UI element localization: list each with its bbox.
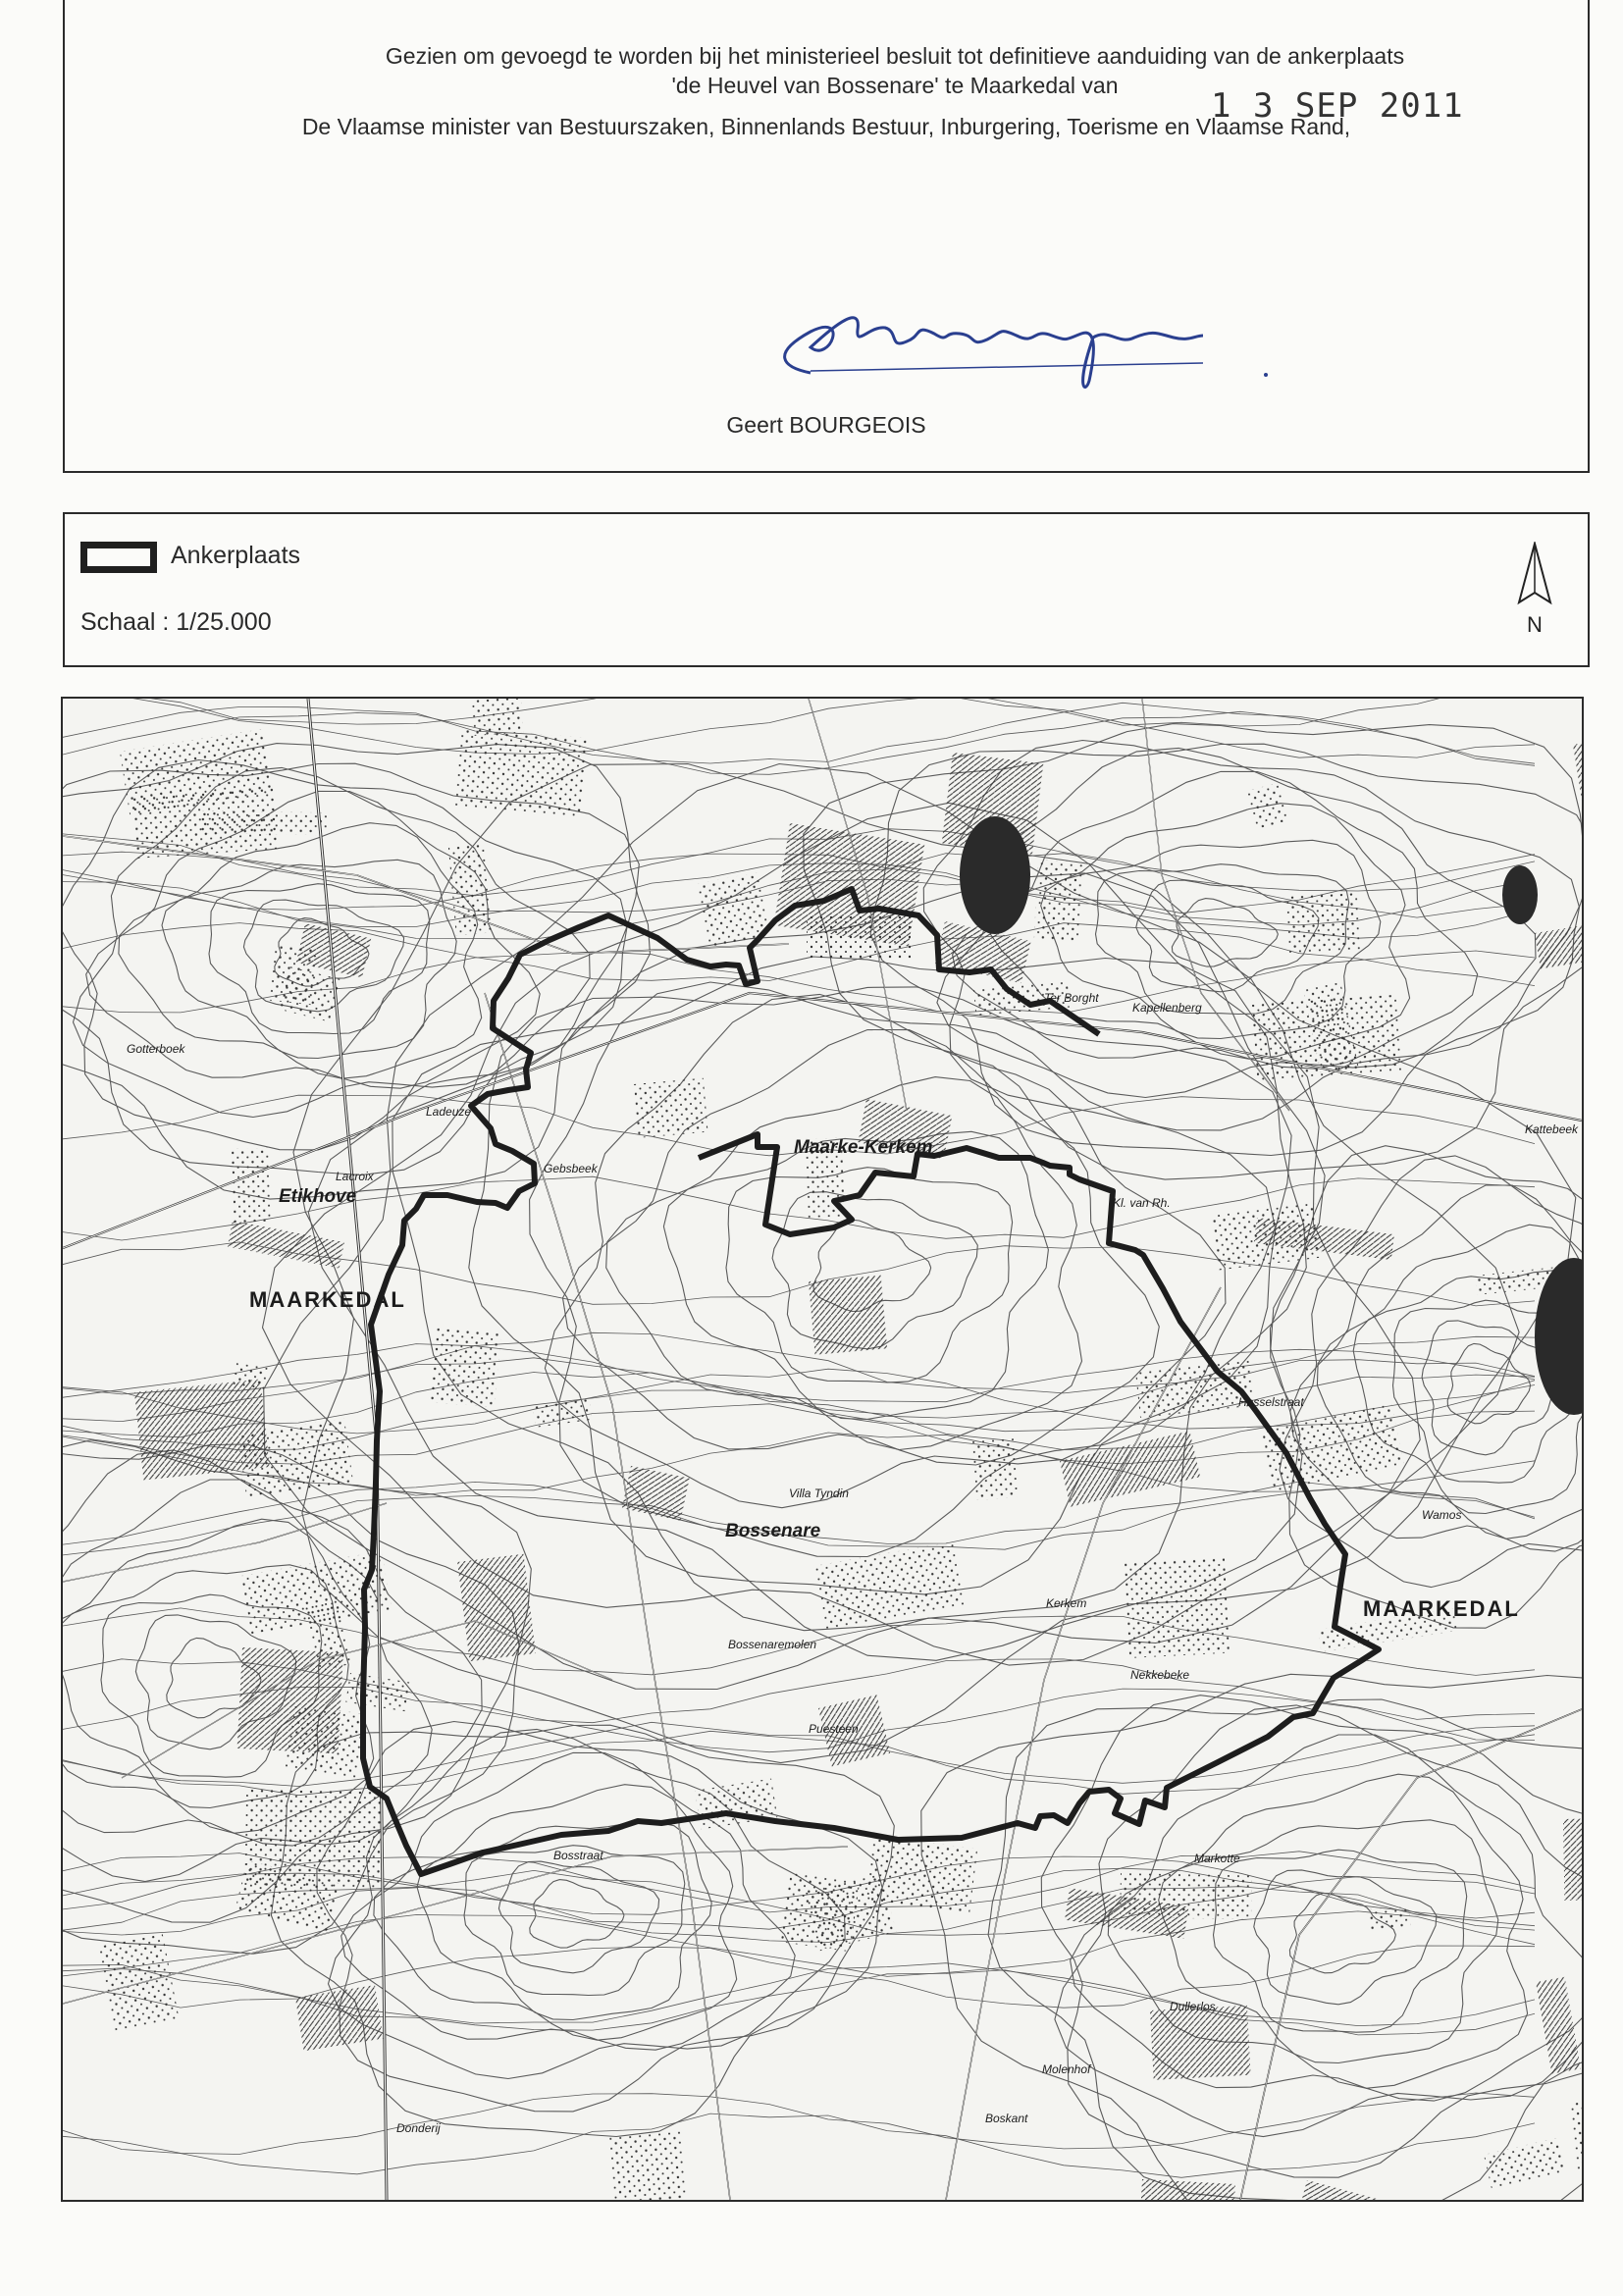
vegetation-patch <box>622 1466 690 1521</box>
vegetation-patch <box>472 699 523 736</box>
label-kapellenberg: Kapellenberg <box>1132 1001 1202 1015</box>
vegetation-patch <box>864 1836 977 1914</box>
woodland-area <box>1502 865 1538 924</box>
vegetation-patch <box>1252 995 1401 1081</box>
label-boskant: Boskant <box>985 2112 1028 2125</box>
vegetation-patch <box>232 1148 272 1223</box>
label-dullerlos: Dullerlos <box>1170 2000 1216 2013</box>
legend-item-label: Ankerplaats <box>171 542 301 569</box>
map-canvas <box>63 699 1582 2200</box>
vegetation-patch <box>1247 782 1289 828</box>
decree-box <box>63 0 1590 473</box>
vegetation-patch <box>608 2129 689 2200</box>
vegetation-patch <box>1060 1431 1200 1506</box>
label-bosstraat: Bosstraat <box>553 1849 603 1862</box>
label-ter-borght: Ter Borght <box>1044 991 1099 1005</box>
vegetation-patch <box>134 1380 270 1481</box>
vegetation-patch <box>1535 918 1582 969</box>
north-arrow-icon <box>1505 542 1564 640</box>
label-maarke-kerkem: Maarke-Kerkem <box>794 1137 933 1158</box>
decree-line-2: 'de Heuvel van Bossenare' te Maarkedal van <box>671 73 1119 98</box>
vegetation-patch <box>1034 860 1083 942</box>
decree-line-1: Gezien om gevoegd te worden bij het ministerieel besluit tot definitieve aanduiding van de ankerplaats <box>385 43 1405 69</box>
label-kattebeek: Kattebeek <box>1525 1122 1579 1136</box>
contour-line <box>63 1969 1535 2035</box>
contour-line <box>1041 1696 1582 2178</box>
vegetation-patch <box>533 1399 592 1428</box>
woodland-area <box>960 816 1030 934</box>
vegetation-patch <box>1563 1817 1582 1901</box>
vegetation-patch <box>774 823 925 946</box>
label-wamos: Wamos <box>1422 1508 1462 1522</box>
label-lacroix: Lacroix <box>336 1170 374 1183</box>
label-donderij: Donderij <box>396 2121 441 2135</box>
legend-box <box>63 512 1590 667</box>
road-inner <box>1240 1709 1582 2200</box>
label-molenhof: Molenhof <box>1042 2062 1091 2076</box>
vegetation-patch <box>1293 2180 1427 2200</box>
label-gotterboek: Gotterboek <box>127 1042 185 1056</box>
label-maarkedal-west: MAARKEDAL <box>249 1287 406 1312</box>
topographic-map[interactable] <box>61 697 1584 2202</box>
north-label: N <box>1527 612 1543 637</box>
label-villa-tyndin: Villa Tyndin <box>789 1487 849 1500</box>
vegetation-patch <box>1569 2094 1582 2174</box>
label-maarkedal-east: MAARKEDAL <box>1363 1596 1520 1621</box>
vegetation-patch <box>457 1554 536 1662</box>
signature-image <box>742 285 1291 402</box>
label-etikhove: Etikhove <box>279 1186 357 1207</box>
label-kl-van-rh: Kl. van Rh. <box>1113 1196 1171 1210</box>
ankerplaats-swatch <box>80 542 157 573</box>
label-gebsbeek: Gebsbeek <box>544 1162 598 1175</box>
contour-line <box>63 703 1535 763</box>
contour-line <box>1271 1146 1583 1629</box>
vegetation-patch <box>200 810 329 835</box>
vegetation-patch <box>634 1078 708 1138</box>
vegetation-patch <box>1369 1905 1411 1930</box>
vegetation-patch <box>1484 2137 1566 2190</box>
vegetation-patch <box>1573 725 1582 810</box>
contour-line <box>663 1131 1048 1419</box>
vegetation-patch <box>1286 893 1360 955</box>
vegetation-patch <box>1125 1557 1230 1658</box>
label-nekkebeke: Nekkebeke <box>1130 1668 1190 1682</box>
contour-line <box>63 699 1535 726</box>
label-bossenare: Bossenare <box>725 1521 821 1541</box>
label-puesteen: Puesteen <box>809 1722 859 1736</box>
decree-date-stamp: 1 3 SEP 2011 <box>1211 86 1464 126</box>
vegetation-patch <box>295 1985 384 2051</box>
vegetation-patch <box>972 1438 1020 1500</box>
road <box>1240 1709 1582 2200</box>
vegetation-patch <box>781 1871 860 1952</box>
vegetation-patch <box>1150 2006 1251 2080</box>
contour-line <box>63 2093 1535 2155</box>
vegetation-patch <box>345 1673 409 1711</box>
decree-line-3: De Vlaamse minister van Bestuurszaken, Binnenlands Bestuur, Inburgering, Toerisme en Vlaamse Rand, <box>301 114 1351 139</box>
label-kerkem: Kerkem <box>1046 1596 1087 1610</box>
contour-line <box>63 1963 1535 2026</box>
vegetation-patch <box>228 1221 344 1269</box>
vegetation-patch <box>1211 1203 1322 1271</box>
label-hasselstraat: Hasselstraat <box>1238 1395 1304 1409</box>
vegetation-patch <box>809 1276 887 1355</box>
vegetation-patch <box>430 1327 500 1407</box>
contour-line <box>988 1699 1582 2200</box>
contour-line <box>63 1946 1535 2008</box>
label-markotte: Markotte <box>1194 1852 1240 1865</box>
label-bossenaremolen: Bossenaremolen <box>728 1638 817 1651</box>
label-ladeuze: Ladeuze <box>426 1105 472 1119</box>
vegetation-patch <box>1141 2179 1235 2200</box>
scale-text: Schaal : 1/25.000 <box>80 608 272 636</box>
vegetation-patch <box>454 727 589 818</box>
signatory-name: Geert BOURGEOIS <box>726 412 926 438</box>
